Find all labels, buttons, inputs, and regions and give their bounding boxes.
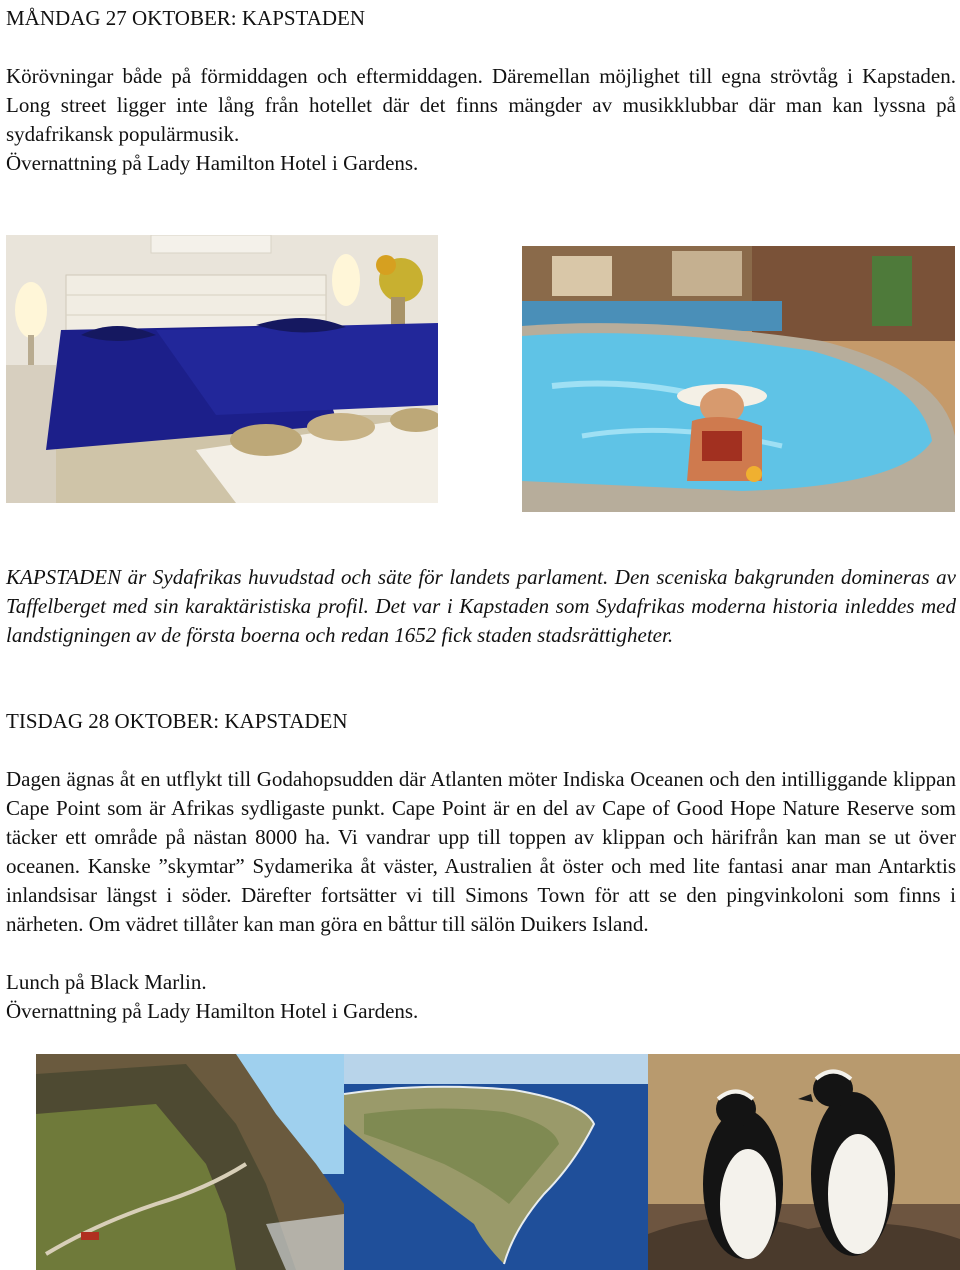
day2-lunch: Lunch på Black Marlin. — [6, 970, 207, 994]
day1-body: Körövningar både på förmiddagen och eftermiddagen. Däremellan möjlighet till egna strövtåg i Kapstaden. Long street ligger inte lång från hotellet där det finns mängder av musikklubbar där man kan lyssna på sydafrikansk populärmusik. — [6, 64, 956, 146]
day2-body: Dagen ägnas åt en utflykt till Godahopsudden där Atlanten möter Indiska Oceanen och den intilliggande klippan Cape Point som är Afrikas sydligaste punkt. Cape Point är en del av Cape of Good Hope Nature Reserve som täcker ett område på nästan 8000 ha. Vi vandrar upp till toppen av klippan och härifrån kan man se ut över oceanen. Kanske ”skymtar” Sydamerika åt väster, Australien åt öster och med lite fantasi anar man Antarktis inlandsisar längst i söder. Därefter fortsätter vi till Simons Town för att se den pingvinkoloni som finns i närheten. Om vädret tillåter kan man göra en båttur till sälön Duikers Island. — [6, 767, 956, 936]
cape-aerial-photo — [344, 1054, 648, 1270]
pool-photo — [522, 246, 955, 512]
kapstaden-info: KAPSTADEN är Sydafrikas huvudstad och säte för landets parlament. Den sceniska bakgrunden domineras av Taffelberget med sin karaktäristiska profil. Det var i Kapstaden som Sydafrikas moderna historia inleddes med landstigningen av de första boerna och redan 1652 fick staden stadsrättigheter. — [6, 565, 956, 647]
coastal-road-photo — [36, 1054, 344, 1270]
hotel-room-photo — [6, 235, 438, 503]
penguins-photo — [648, 1054, 960, 1270]
day2-overnight: Övernattning på Lady Hamilton Hotel i Gardens. — [6, 999, 419, 1023]
day1-overnight: Övernattning på Lady Hamilton Hotel i Gardens. — [6, 151, 419, 175]
day1-heading: MÅNDAG 27 OKTOBER: KAPSTADEN — [6, 6, 366, 30]
day2-heading: TISDAG 28 OKTOBER: KAPSTADEN — [6, 709, 348, 733]
